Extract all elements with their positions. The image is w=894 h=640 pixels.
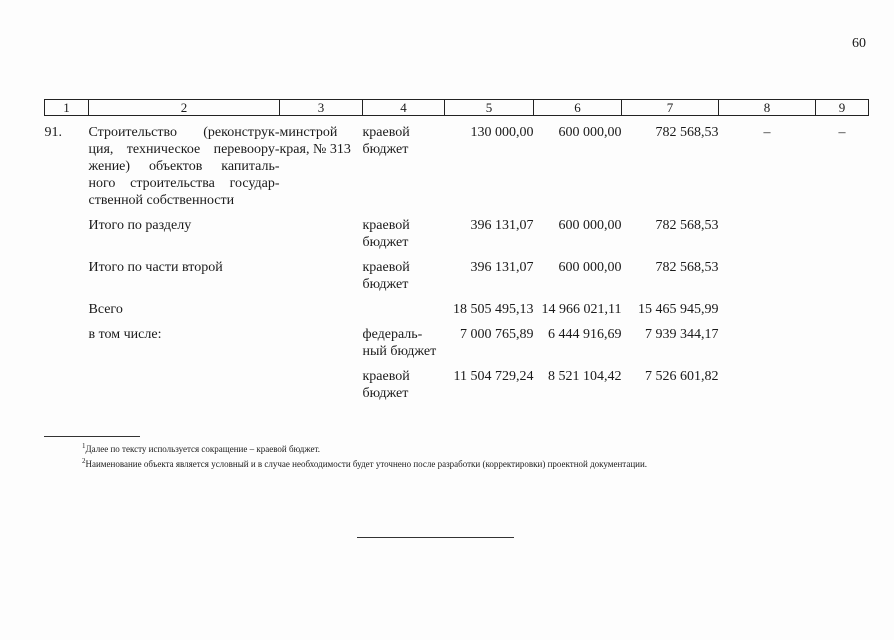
column-header-6: 6: [534, 100, 622, 116]
object-name-line: жение) объектов капиталь-: [88, 159, 280, 174]
row-label: Всего: [88, 302, 123, 317]
funding-source-line: бюджет: [362, 277, 409, 292]
part-total-row: [45, 259, 869, 293]
executor-line: минстрой: [279, 125, 338, 140]
funding-source-line: федераль-: [362, 327, 423, 342]
value-col6: 600 000,00: [558, 125, 622, 140]
row-number: 91.: [44, 125, 62, 140]
funding-source-cell: [363, 259, 445, 293]
footnotes: [82, 440, 647, 470]
federal-budget-row: [45, 326, 869, 360]
value-col6: 600 000,00: [558, 260, 622, 275]
value-col7: 15 465 945,99: [638, 302, 719, 317]
column-header-3: 3: [280, 100, 363, 116]
object-name-cell: [89, 124, 280, 209]
funding-source-cell: [363, 326, 445, 360]
funding-source-cell: [363, 217, 445, 251]
column-header-4: 4: [363, 100, 445, 116]
funding-source-line: бюджет: [362, 386, 409, 401]
regional-budget-row: [45, 368, 869, 402]
row-label: в том числе:: [88, 327, 162, 342]
value-col5: 396 131,07: [470, 218, 534, 233]
executor-cell: [280, 124, 363, 209]
funding-source-cell: [363, 124, 445, 209]
value-col5: 18 505 495,13: [453, 302, 534, 317]
table-header-row: [45, 100, 869, 116]
column-header-1: 1: [45, 100, 89, 116]
executor-line: края, № 313: [279, 142, 351, 157]
value-col7: 7 939 344,17: [645, 327, 719, 342]
funding-source-line: краевой: [362, 125, 410, 140]
page-number: 60: [852, 36, 866, 51]
value-col6: 8 521 104,42: [548, 369, 622, 384]
value-col5: 396 131,07: [470, 260, 534, 275]
value-col6: 600 000,00: [558, 218, 622, 233]
table-row-91: [45, 124, 869, 209]
value-col5: 130 000,00: [470, 125, 534, 140]
value-col7: 782 568,53: [655, 218, 719, 233]
row-label: Итого по части второй: [88, 260, 223, 275]
column-header-7: 7: [622, 100, 719, 116]
footnote-text: Наименование объекта является условный и в случае необходимости будет уточнено после разработки (корректировки) проектной документации.: [85, 459, 648, 469]
footnote-mark: 2: [82, 457, 86, 465]
object-name-line: ственной собственности: [88, 193, 235, 208]
row-label: Итого по разделу: [88, 218, 192, 233]
value-col9: –: [838, 125, 846, 140]
object-name-line: ция, техническое перевоору-: [88, 142, 280, 157]
grand-total-row: [45, 301, 869, 318]
object-name-line: ного строительства государ-: [88, 176, 280, 191]
funding-source-line: краевой: [362, 218, 410, 233]
value-col7: 7 526 601,82: [645, 369, 719, 384]
funding-source-line: бюджет: [362, 235, 409, 250]
funding-source-line: бюджет: [362, 142, 409, 157]
value-col6: 14 966 021,11: [541, 302, 622, 317]
object-name-line: Строительство (реконструк-: [88, 125, 280, 140]
footnote-mark: 1: [82, 442, 86, 450]
budget-table: [44, 99, 869, 402]
footnote-text: Далее по тексту используется сокращение – краевой бюджет.: [85, 444, 320, 454]
funding-source-line: краевой: [362, 260, 410, 275]
closing-line: [357, 537, 514, 538]
funding-source-line: ный бюджет: [362, 344, 437, 359]
section-total-row: [45, 217, 869, 251]
footnote-divider: [44, 436, 140, 437]
column-header-8: 8: [719, 100, 816, 116]
footnote: [82, 440, 647, 455]
funding-source-cell: [363, 368, 445, 402]
footnote: [82, 455, 647, 470]
column-header-5: 5: [445, 100, 534, 116]
column-header-9: 9: [816, 100, 869, 116]
value-col5: 7 000 765,89: [460, 327, 534, 342]
value-col8: –: [763, 125, 771, 140]
value-col5: 11 504 729,24: [453, 369, 534, 384]
funding-source-line: краевой: [362, 369, 410, 384]
value-col6: 6 444 916,69: [548, 327, 622, 342]
value-col7: 782 568,53: [655, 260, 719, 275]
column-header-2: 2: [89, 100, 280, 116]
value-col7: 782 568,53: [655, 125, 719, 140]
